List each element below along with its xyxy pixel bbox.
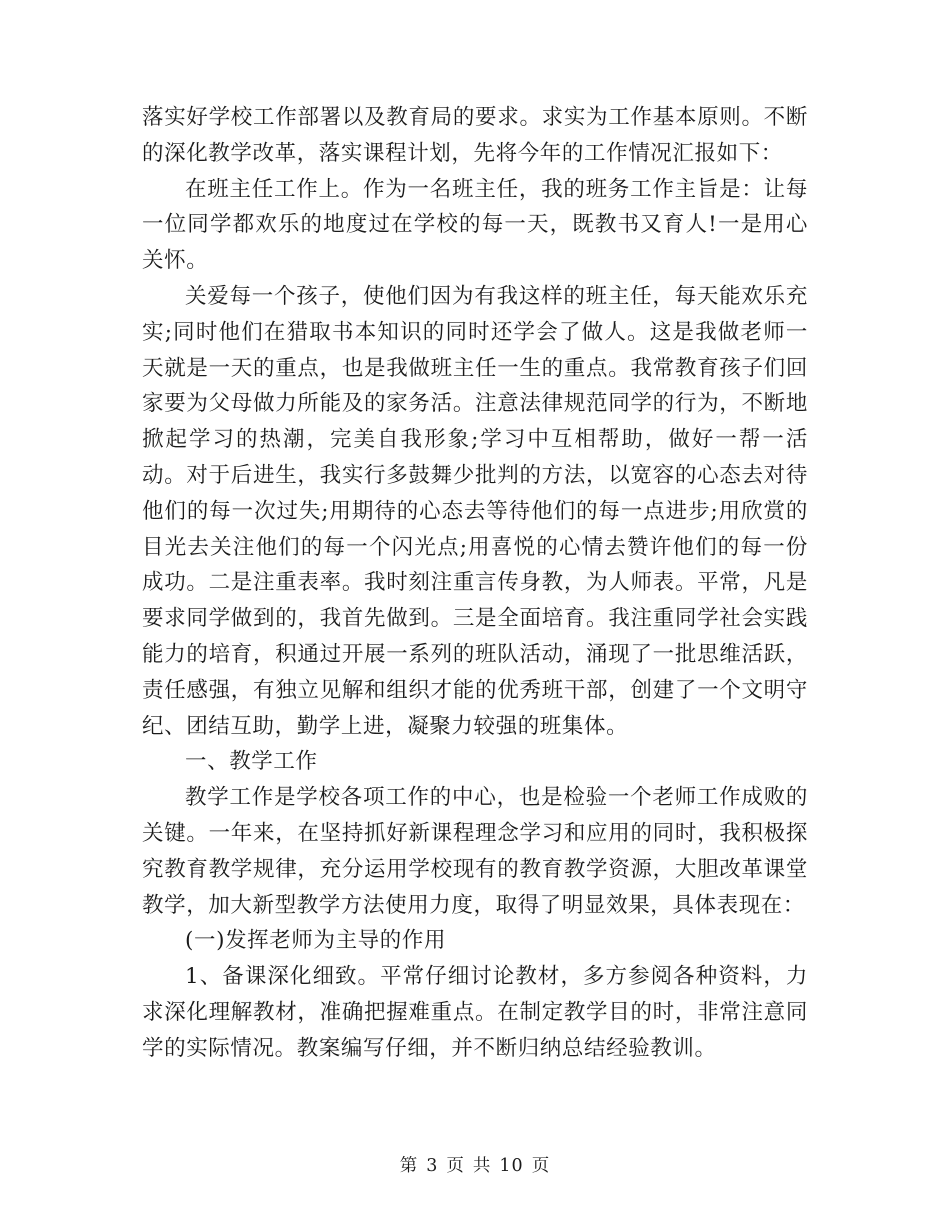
footer-current-page: 3	[426, 1156, 439, 1176]
paragraph-5: 1、备课深化细致。平常仔细讨论教材，多方参阅各种资料，力求深化理解教材，准确把握难重点。在制定教学目的时，非常注意同学的实际情况。教案编写仔细，并不断归纳总结经验教训。	[142, 964, 808, 1061]
footer-total-pages: 10	[499, 1156, 524, 1176]
footer-di: 第	[399, 1156, 419, 1176]
paragraph-1: 落实好学校工作部署以及教育局的要求。求实为工作基本原则。不断的深化教学改革，落实课程计划，先将今年的工作情况汇报如下：	[142, 105, 808, 166]
footer-gong: 共	[472, 1156, 492, 1176]
paragraph-2: 在班主任工作上。作为一名班主任，我的班务工作主旨是：让每一位同学都欢乐的地度过在学校的每一天，既教书又育人!一是用心关怀。	[142, 176, 808, 274]
paragraph-3: 关爱每一个孩子，使他们因为有我这样的班主任，每天能欢乐充实;同时他们在猎取书本知识的同时还学会了做人。这是我做老师一天就是一天的重点，也是我做班主任一生的重点。我常教育孩子们回家要为父母做力所能及的家务活。注意法律规范同学的行为，不断地掀起学习的热潮，完美自我形象;学习中互相帮助，做好一帮一活动。对于后进生，我实行多鼓舞少批判的方法，以宽容的心态去对待他们的每一次过失;用期待的心态去等待他们的每一点进步;用欣赏的目光去关注他们的每一个闪光点;用喜悦的心情去赞许他们的每一份成功。二是注重表率。我时刻注重言传身教，为人师表。平常，凡是要求同学做到的，我首先做到。三是全面培育。我注重同学社会实践能力的培育，积通过开展一系列的班队活动，涌现了一批思维活跃，责任感强，有独立见解和组织才能的优秀班干部，创建了一个文明守纪、团结互助，勤学上进，凝聚力较强的班集体。	[142, 283, 808, 739]
section-heading-teaching: 一、教学工作	[185, 749, 318, 775]
footer-ye-2: 页	[531, 1156, 551, 1176]
paragraph-4: 教学工作是学校各项工作的中心，也是检验一个老师工作成败的关键。一年来，在坚持抓好新课程理念学习和应用的同时，我积极探究教育教学规律，充分运用学校现有的教育教学资源，大胆改革课堂教学，加大新型教学方法使用力度，取得了明显效果，具体表现在：	[142, 785, 808, 918]
page-footer	[0, 1152, 950, 1177]
document-body	[142, 100, 808, 1067]
footer-ye: 页	[446, 1156, 465, 1176]
subsection-heading: (一)发挥老师为主导的作用	[185, 928, 447, 954]
